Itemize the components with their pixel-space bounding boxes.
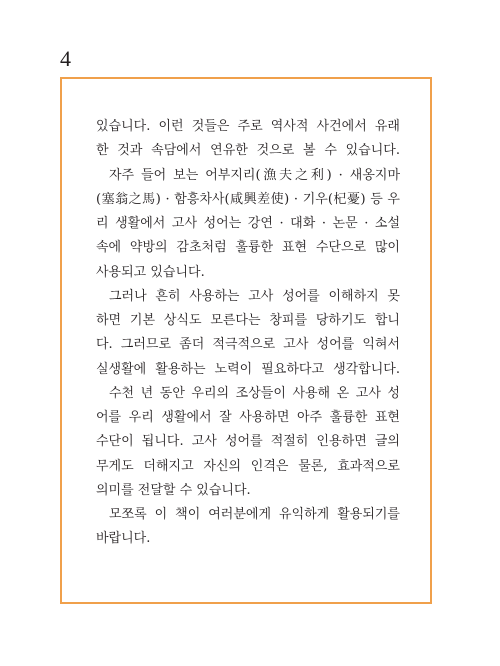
text-line: 한 것과 속담에서 연유한 것으로 볼 수 있습니다.	[96, 143, 400, 159]
text-line: 바랍니다.	[96, 531, 151, 547]
text-line: (塞翁之馬) · 함흥차사(咸興差使) · 기우(杞憂) 등 우	[96, 191, 400, 207]
text-line: 무게도 더해지고 자신의 인격은 물론, 효과적으로	[96, 458, 400, 474]
text-line: 어를 우리 생활에서 잘 사용하면 아주 훌륭한 표현	[96, 410, 400, 425]
text-line: 다. 그러므로 좀더 적극적으로 고사 성어를 익혀서	[96, 337, 400, 353]
text-line: 실생활에 활용하는 노력이 필요하다고 생각합니다.	[96, 361, 400, 377]
text-line: 수천 년 동안 우리의 조상들이 사용해 온 고사 성	[109, 385, 400, 401]
text-line: 수단이 됩니다. 고사 성어를 적절히 인용하면 글의	[96, 434, 400, 450]
text-line: 속에 약방의 감초처럼 훌륭한 표현 수단으로 많이	[96, 240, 400, 256]
page-number: 4	[60, 46, 71, 71]
text-line: 그러나 흔히 사용하는 고사 성어를 이해하지 못	[109, 288, 400, 304]
text-line: 사용되고 있습니다.	[96, 264, 205, 280]
text-line: 모쪼록 이 책이 여러분에게 유익하게 활용되기를	[109, 507, 400, 522]
text-line: 의미를 전달할 수 있습니다.	[96, 482, 251, 498]
body-text	[96, 115, 400, 552]
text-line: 자주 들어 보는 어부지리(漁夫之利) · 새옹지마	[109, 167, 400, 183]
text-line: 리 생활에서 고사 성어는 강연 · 대화 · 논문 · 소설	[96, 216, 400, 231]
text-line: 있습니다. 이런 것들은 주로 역사적 사건에서 유래	[96, 119, 400, 134]
text-line: 하면 기본 상식도 모른다는 창피를 당하기도 합니	[96, 313, 400, 328]
